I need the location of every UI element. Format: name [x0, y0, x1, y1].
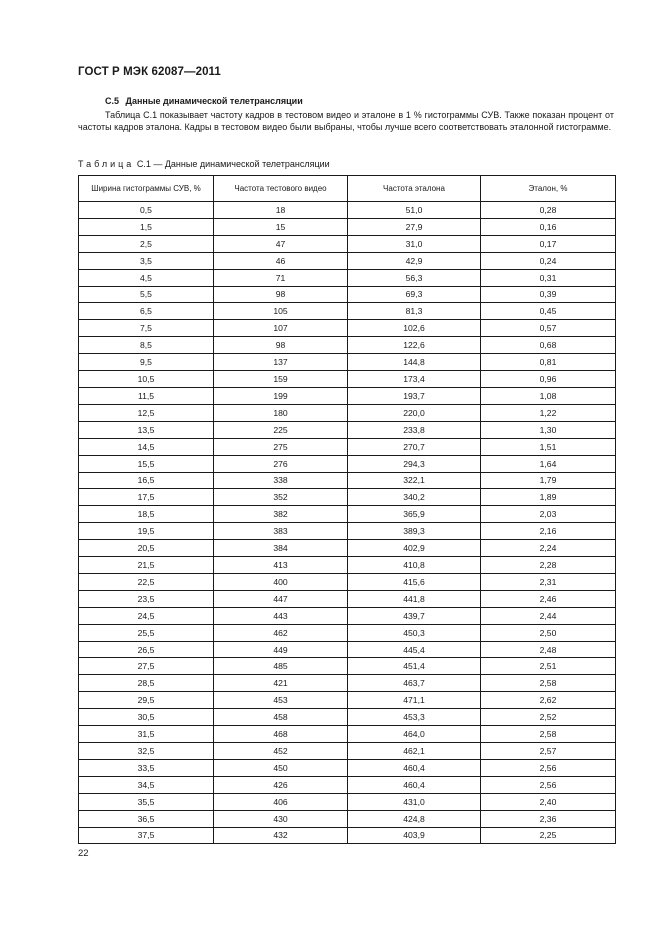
table-cell: 199	[214, 387, 348, 404]
table-cell: 294,3	[348, 455, 481, 472]
table-cell: 81,3	[348, 303, 481, 320]
table-row	[79, 743, 616, 760]
table-cell: 406	[214, 793, 348, 810]
table-cell: 7,5	[79, 320, 214, 337]
table-row	[79, 641, 616, 658]
table-cell: 22,5	[79, 573, 214, 590]
table-row	[79, 709, 616, 726]
table-cell: 3,5	[79, 252, 214, 269]
table-cell: 33,5	[79, 759, 214, 776]
table-cell: 468	[214, 726, 348, 743]
table-cell: 46	[214, 252, 348, 269]
table-cell: 27,9	[348, 218, 481, 235]
table-cell: 30,5	[79, 709, 214, 726]
table-cell: 0,17	[481, 235, 616, 252]
table-row	[79, 759, 616, 776]
table-cell: 485	[214, 658, 348, 675]
table-cell: 432	[214, 827, 348, 844]
table-row	[79, 827, 616, 844]
table-cell: 17,5	[79, 489, 214, 506]
table-cell: 464,0	[348, 726, 481, 743]
table-cell: 15,5	[79, 455, 214, 472]
table-cell: 29,5	[79, 692, 214, 709]
table-cell: 13,5	[79, 421, 214, 438]
table-cell: 276	[214, 455, 348, 472]
table-cell: 400	[214, 573, 348, 590]
table-cell: 0,39	[481, 286, 616, 303]
table-cell: 2,31	[481, 573, 616, 590]
table-cell: 0,96	[481, 371, 616, 388]
table-cell: 225	[214, 421, 348, 438]
table-cell: 2,62	[481, 692, 616, 709]
table-cell: 2,50	[481, 624, 616, 641]
table-cell: 23,5	[79, 590, 214, 607]
table-cell: 2,03	[481, 506, 616, 523]
table-cell: 2,25	[481, 827, 616, 844]
table-cell: 6,5	[79, 303, 214, 320]
table-cell: 443	[214, 607, 348, 624]
table-row	[79, 235, 616, 252]
table-cell: 1,89	[481, 489, 616, 506]
table-row	[79, 726, 616, 743]
table-row	[79, 286, 616, 303]
table-cell: 18	[214, 202, 348, 219]
table-cell: 4,5	[79, 269, 214, 286]
table-row	[79, 607, 616, 624]
table-row	[79, 404, 616, 421]
table-row	[79, 202, 616, 219]
table-cell: 27,5	[79, 658, 214, 675]
column-header: Частота эталона	[348, 176, 481, 202]
table-caption-text: С.1 — Данные динамической телетрансляции	[136, 159, 330, 169]
column-header: Частота тестового видео	[214, 176, 348, 202]
table-cell: 2,46	[481, 590, 616, 607]
table-cell: 452	[214, 743, 348, 760]
column-header: Ширина гистограммы СУВ, %	[79, 176, 214, 202]
table-cell: 9,5	[79, 354, 214, 371]
table-body	[79, 202, 616, 844]
table-row	[79, 472, 616, 489]
table-cell: 2,28	[481, 557, 616, 574]
table-cell: 2,48	[481, 641, 616, 658]
table-cell: 450	[214, 759, 348, 776]
data-table	[78, 175, 616, 844]
table-cell: 16,5	[79, 472, 214, 489]
table-cell: 98	[214, 286, 348, 303]
table-cell: 12,5	[79, 404, 214, 421]
table-cell: 42,9	[348, 252, 481, 269]
table-row	[79, 269, 616, 286]
table-row	[79, 455, 616, 472]
table-cell: 0,28	[481, 202, 616, 219]
table-cell: 0,81	[481, 354, 616, 371]
table-cell: 20,5	[79, 540, 214, 557]
table-row	[79, 776, 616, 793]
table-cell: 25,5	[79, 624, 214, 641]
table-row	[79, 489, 616, 506]
table-row	[79, 438, 616, 455]
table-caption	[78, 159, 330, 169]
table-cell: 2,56	[481, 776, 616, 793]
document-header: ГОСТ Р МЭК 62087—2011	[78, 66, 221, 78]
table-cell: 193,7	[348, 387, 481, 404]
section-heading	[105, 96, 303, 106]
table-cell: 1,22	[481, 404, 616, 421]
table-cell: 19,5	[79, 523, 214, 540]
table-cell: 450,3	[348, 624, 481, 641]
table-cell: 384	[214, 540, 348, 557]
table-cell: 1,64	[481, 455, 616, 472]
table-cell: 270,7	[348, 438, 481, 455]
table-cell: 449	[214, 641, 348, 658]
table-cell: 453	[214, 692, 348, 709]
table-cell: 0,45	[481, 303, 616, 320]
table-cell: 180	[214, 404, 348, 421]
section-title-text: Данные динамической телетрансляции	[125, 96, 303, 106]
table-cell: 24,5	[79, 607, 214, 624]
table-cell: 11,5	[79, 387, 214, 404]
table-row	[79, 421, 616, 438]
table-cell: 34,5	[79, 776, 214, 793]
table-cell: 421	[214, 675, 348, 692]
table-cell: 460,4	[348, 759, 481, 776]
page-number: 22	[78, 848, 89, 859]
table-cell: 413	[214, 557, 348, 574]
section-number: С.5	[105, 96, 120, 106]
table-cell: 10,5	[79, 371, 214, 388]
table-cell: 383	[214, 523, 348, 540]
table-cell: 462	[214, 624, 348, 641]
table-cell: 31,5	[79, 726, 214, 743]
table-cell: 460,4	[348, 776, 481, 793]
table-cell: 439,7	[348, 607, 481, 624]
table-cell: 220,0	[348, 404, 481, 421]
table-row	[79, 354, 616, 371]
table-cell: 51,0	[348, 202, 481, 219]
table-cell: 69,3	[348, 286, 481, 303]
table-cell: 14,5	[79, 438, 214, 455]
table-row	[79, 218, 616, 235]
table-cell: 71	[214, 269, 348, 286]
table-cell: 159	[214, 371, 348, 388]
table-cell: 102,6	[348, 320, 481, 337]
table-cell: 365,9	[348, 506, 481, 523]
table-row	[79, 675, 616, 692]
table-cell: 389,3	[348, 523, 481, 540]
table-cell: 451,4	[348, 658, 481, 675]
table-cell: 144,8	[348, 354, 481, 371]
table-cell: 2,58	[481, 675, 616, 692]
table-cell: 453,3	[348, 709, 481, 726]
table-cell: 447	[214, 590, 348, 607]
table-cell: 21,5	[79, 557, 214, 574]
table-header-row	[79, 176, 616, 202]
table-cell: 2,5	[79, 235, 214, 252]
table-cell: 2,36	[481, 810, 616, 827]
table-row	[79, 624, 616, 641]
table-cell: 26,5	[79, 641, 214, 658]
table-cell: 275	[214, 438, 348, 455]
table-cell: 445,4	[348, 641, 481, 658]
table-caption-prefix: Таблица	[78, 159, 135, 169]
table-cell: 1,5	[79, 218, 214, 235]
section-paragraph: Таблица С.1 показывает частоту кадров в тестовом видео и эталоне в 1 % гистограммы СУВ. Также показан процент от частоты кадров эталона. Кадры в тестовом видео были выбраны, чтобы лучше всего соответствовать эталонной гистограмме.	[78, 110, 614, 133]
table-row	[79, 658, 616, 675]
table-cell: 1,30	[481, 421, 616, 438]
table-cell: 338	[214, 472, 348, 489]
table-cell: 18,5	[79, 506, 214, 523]
table-row	[79, 810, 616, 827]
table-row	[79, 371, 616, 388]
table-cell: 122,6	[348, 337, 481, 354]
table-cell: 352	[214, 489, 348, 506]
table-cell: 462,1	[348, 743, 481, 760]
table-row	[79, 252, 616, 269]
table-row	[79, 320, 616, 337]
table-cell: 0,68	[481, 337, 616, 354]
table-cell: 107	[214, 320, 348, 337]
table-cell: 37,5	[79, 827, 214, 844]
table-cell: 430	[214, 810, 348, 827]
table-cell: 0,31	[481, 269, 616, 286]
table-cell: 105	[214, 303, 348, 320]
table-cell: 31,0	[348, 235, 481, 252]
table-row	[79, 573, 616, 590]
table-cell: 441,8	[348, 590, 481, 607]
table-cell: 2,56	[481, 759, 616, 776]
table-row	[79, 590, 616, 607]
table-row	[79, 557, 616, 574]
table-cell: 426	[214, 776, 348, 793]
table-cell: 340,2	[348, 489, 481, 506]
table-cell: 458	[214, 709, 348, 726]
table-row	[79, 793, 616, 810]
table-cell: 1,08	[481, 387, 616, 404]
table-cell: 403,9	[348, 827, 481, 844]
table-row	[79, 387, 616, 404]
table-cell: 382	[214, 506, 348, 523]
table-cell: 424,8	[348, 810, 481, 827]
table-cell: 0,5	[79, 202, 214, 219]
table-cell: 47	[214, 235, 348, 252]
table-cell: 173,4	[348, 371, 481, 388]
table-cell: 2,24	[481, 540, 616, 557]
table-cell: 410,8	[348, 557, 481, 574]
table-cell: 2,40	[481, 793, 616, 810]
table-cell: 0,57	[481, 320, 616, 337]
table-row	[79, 303, 616, 320]
table-cell: 1,79	[481, 472, 616, 489]
table-cell: 2,51	[481, 658, 616, 675]
table-cell: 0,16	[481, 218, 616, 235]
table-row	[79, 523, 616, 540]
table-row	[79, 692, 616, 709]
table-cell: 56,3	[348, 269, 481, 286]
table-cell: 463,7	[348, 675, 481, 692]
table-row	[79, 506, 616, 523]
table-cell: 402,9	[348, 540, 481, 557]
table-cell: 32,5	[79, 743, 214, 760]
table-cell: 2,16	[481, 523, 616, 540]
table-cell: 322,1	[348, 472, 481, 489]
table-cell: 431,0	[348, 793, 481, 810]
table-cell: 233,8	[348, 421, 481, 438]
table-cell: 2,57	[481, 743, 616, 760]
table-cell: 15	[214, 218, 348, 235]
table-cell: 471,1	[348, 692, 481, 709]
table-cell: 0,24	[481, 252, 616, 269]
table-cell: 98	[214, 337, 348, 354]
table-cell: 36,5	[79, 810, 214, 827]
table-cell: 35,5	[79, 793, 214, 810]
table-row	[79, 337, 616, 354]
table-cell: 2,58	[481, 726, 616, 743]
table-cell: 2,52	[481, 709, 616, 726]
table-cell: 28,5	[79, 675, 214, 692]
table-row	[79, 540, 616, 557]
table-cell: 415,6	[348, 573, 481, 590]
table-cell: 1,51	[481, 438, 616, 455]
table-cell: 5,5	[79, 286, 214, 303]
column-header: Эталон, %	[481, 176, 616, 202]
table-cell: 8,5	[79, 337, 214, 354]
table-cell: 137	[214, 354, 348, 371]
table-cell: 2,44	[481, 607, 616, 624]
